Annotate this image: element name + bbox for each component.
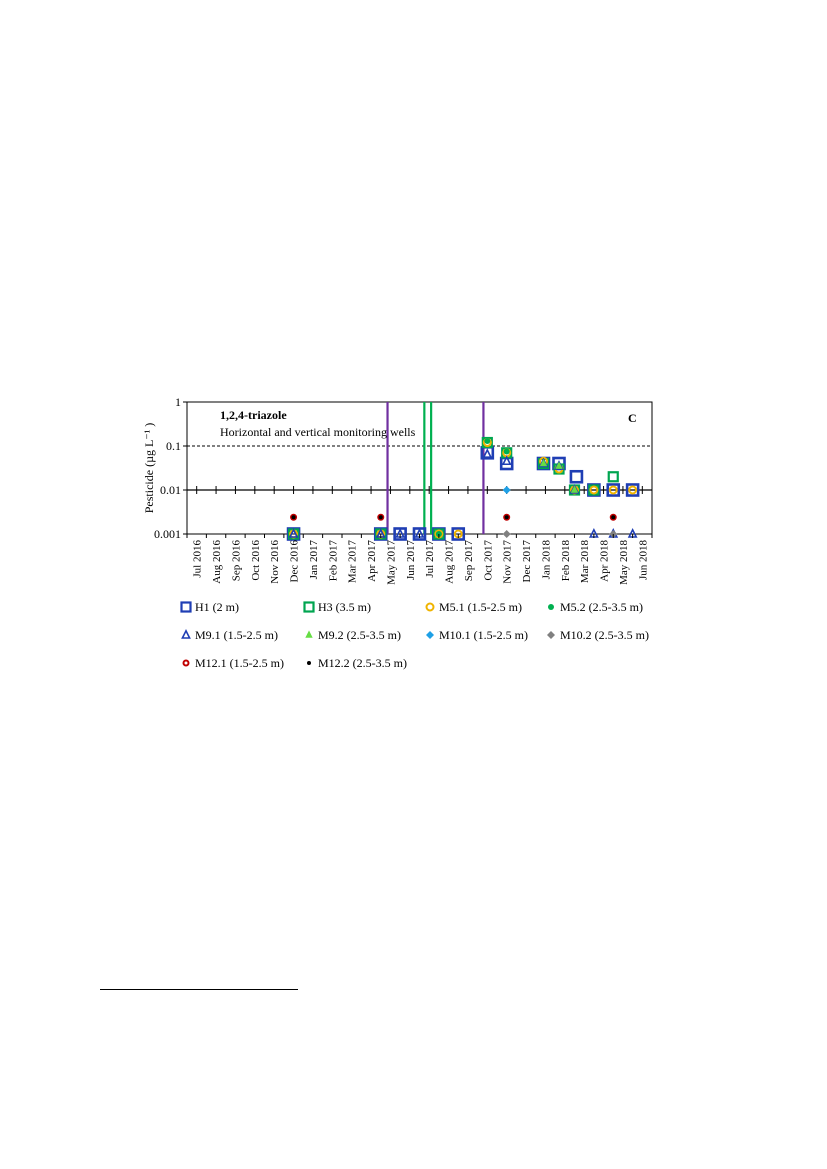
series-3: [436, 438, 510, 537]
y-tick-label: 0.01: [160, 483, 181, 497]
data-point: [609, 472, 618, 481]
x-tick-label: Sep 2017: [462, 540, 475, 582]
legend: [182, 600, 650, 670]
legend-entry: [307, 628, 401, 642]
series-0: [288, 447, 638, 539]
legend-marker: [182, 631, 189, 638]
legend-label: M5.1 (1.5-2.5 m): [439, 600, 522, 614]
legend-entry: [182, 600, 240, 614]
legend-marker: [305, 603, 314, 612]
x-tick-label: Nov 2016: [269, 540, 282, 584]
data-point: [503, 530, 511, 538]
series-1: [289, 438, 618, 538]
legend-entry: [184, 656, 285, 670]
legend-label: M9.1 (1.5-2.5 m): [195, 628, 278, 642]
x-tick-label: Feb 2017: [327, 540, 340, 582]
x-tick-label: Jun 2017: [404, 540, 417, 581]
y-tick-label: 1: [175, 395, 181, 409]
x-tick-label: Mar 2018: [579, 540, 592, 584]
data-marks: [288, 438, 638, 540]
legend-label: M12.2 (2.5-3.5 m): [318, 656, 407, 670]
x-tick-label: Feb 2018: [559, 540, 572, 582]
data-point: [484, 450, 491, 457]
x-tick-label: Oct 2016: [249, 540, 262, 581]
data-point: [503, 486, 511, 494]
x-tick-label: Jan 2018: [540, 540, 553, 580]
legend-entry: [426, 628, 528, 642]
legend-entry: [307, 656, 407, 670]
legend-entry: [548, 600, 643, 614]
legend-label: M10.1 (1.5-2.5 m): [439, 628, 528, 642]
y-tick-label: 0.1: [166, 439, 181, 453]
x-tick-label: Aug 2016: [211, 540, 224, 584]
series-6: [503, 486, 511, 494]
footnote-rule: [100, 989, 298, 990]
x-tick-label: Apr 2018: [598, 540, 611, 582]
event-lines: [388, 402, 484, 534]
legend-entry: [427, 600, 523, 614]
series-9: [292, 515, 616, 519]
x-tick-label: Jan 2017: [307, 540, 320, 580]
legend-label: H1 (2 m): [195, 600, 239, 614]
legend-label: M9.2 (2.5-3.5 m): [318, 628, 401, 642]
data-point: [292, 515, 296, 519]
x-tick-label: Aug 2017: [443, 540, 456, 584]
y-tick-label: 0.001: [154, 527, 181, 541]
legend-marker: [547, 631, 555, 639]
data-point: [611, 515, 615, 519]
legend-label: M5.2 (2.5-3.5 m): [560, 600, 643, 614]
legend-marker: [548, 604, 554, 610]
x-tick-label: Mar 2017: [346, 540, 359, 584]
x-tick-label: Nov 2017: [501, 540, 514, 584]
legend-marker: [427, 604, 434, 611]
x-tick-label: Apr 2017: [366, 540, 379, 582]
x-tick-label: May 2017: [385, 540, 398, 585]
x-tick-label: Jul 2016: [191, 540, 204, 578]
legend-marker: [307, 632, 312, 637]
legend-label: M10.2 (2.5-3.5 m): [560, 628, 649, 642]
x-tick-label: Sep 2016: [230, 540, 243, 582]
y-axis-label: Pesticide (µg L⁻¹ ): [142, 422, 156, 514]
x-tick-label: May 2018: [617, 540, 630, 585]
data-point: [484, 438, 490, 444]
legend-entry: [182, 628, 278, 642]
legend-entry: [547, 628, 649, 642]
x-tick-label: Dec 2017: [521, 540, 534, 583]
chart-subtitle: Horizontal and vertical monitoring wells: [220, 425, 416, 439]
chart-title: 1,2,4-triazole: [220, 408, 287, 422]
x-tick-label: Jul 2017: [424, 540, 437, 578]
data-point: [379, 515, 383, 519]
legend-marker: [184, 661, 189, 666]
legend-marker: [307, 661, 311, 665]
x-tick-label: Dec 2016: [288, 540, 301, 583]
legend-marker: [426, 631, 434, 639]
data-point: [571, 471, 582, 482]
legend-label: M12.1 (1.5-2.5 m): [195, 656, 284, 670]
data-point: [504, 448, 510, 454]
data-point: [505, 515, 509, 519]
x-tick-label: Oct 2017: [482, 540, 495, 581]
legend-label: H3 (3.5 m): [318, 600, 371, 614]
legend-marker: [182, 603, 191, 612]
panel-label: C: [628, 411, 637, 425]
legend-entry: [305, 600, 372, 614]
series-8: [291, 515, 616, 520]
x-tick-label: Jun 2018: [637, 540, 650, 581]
